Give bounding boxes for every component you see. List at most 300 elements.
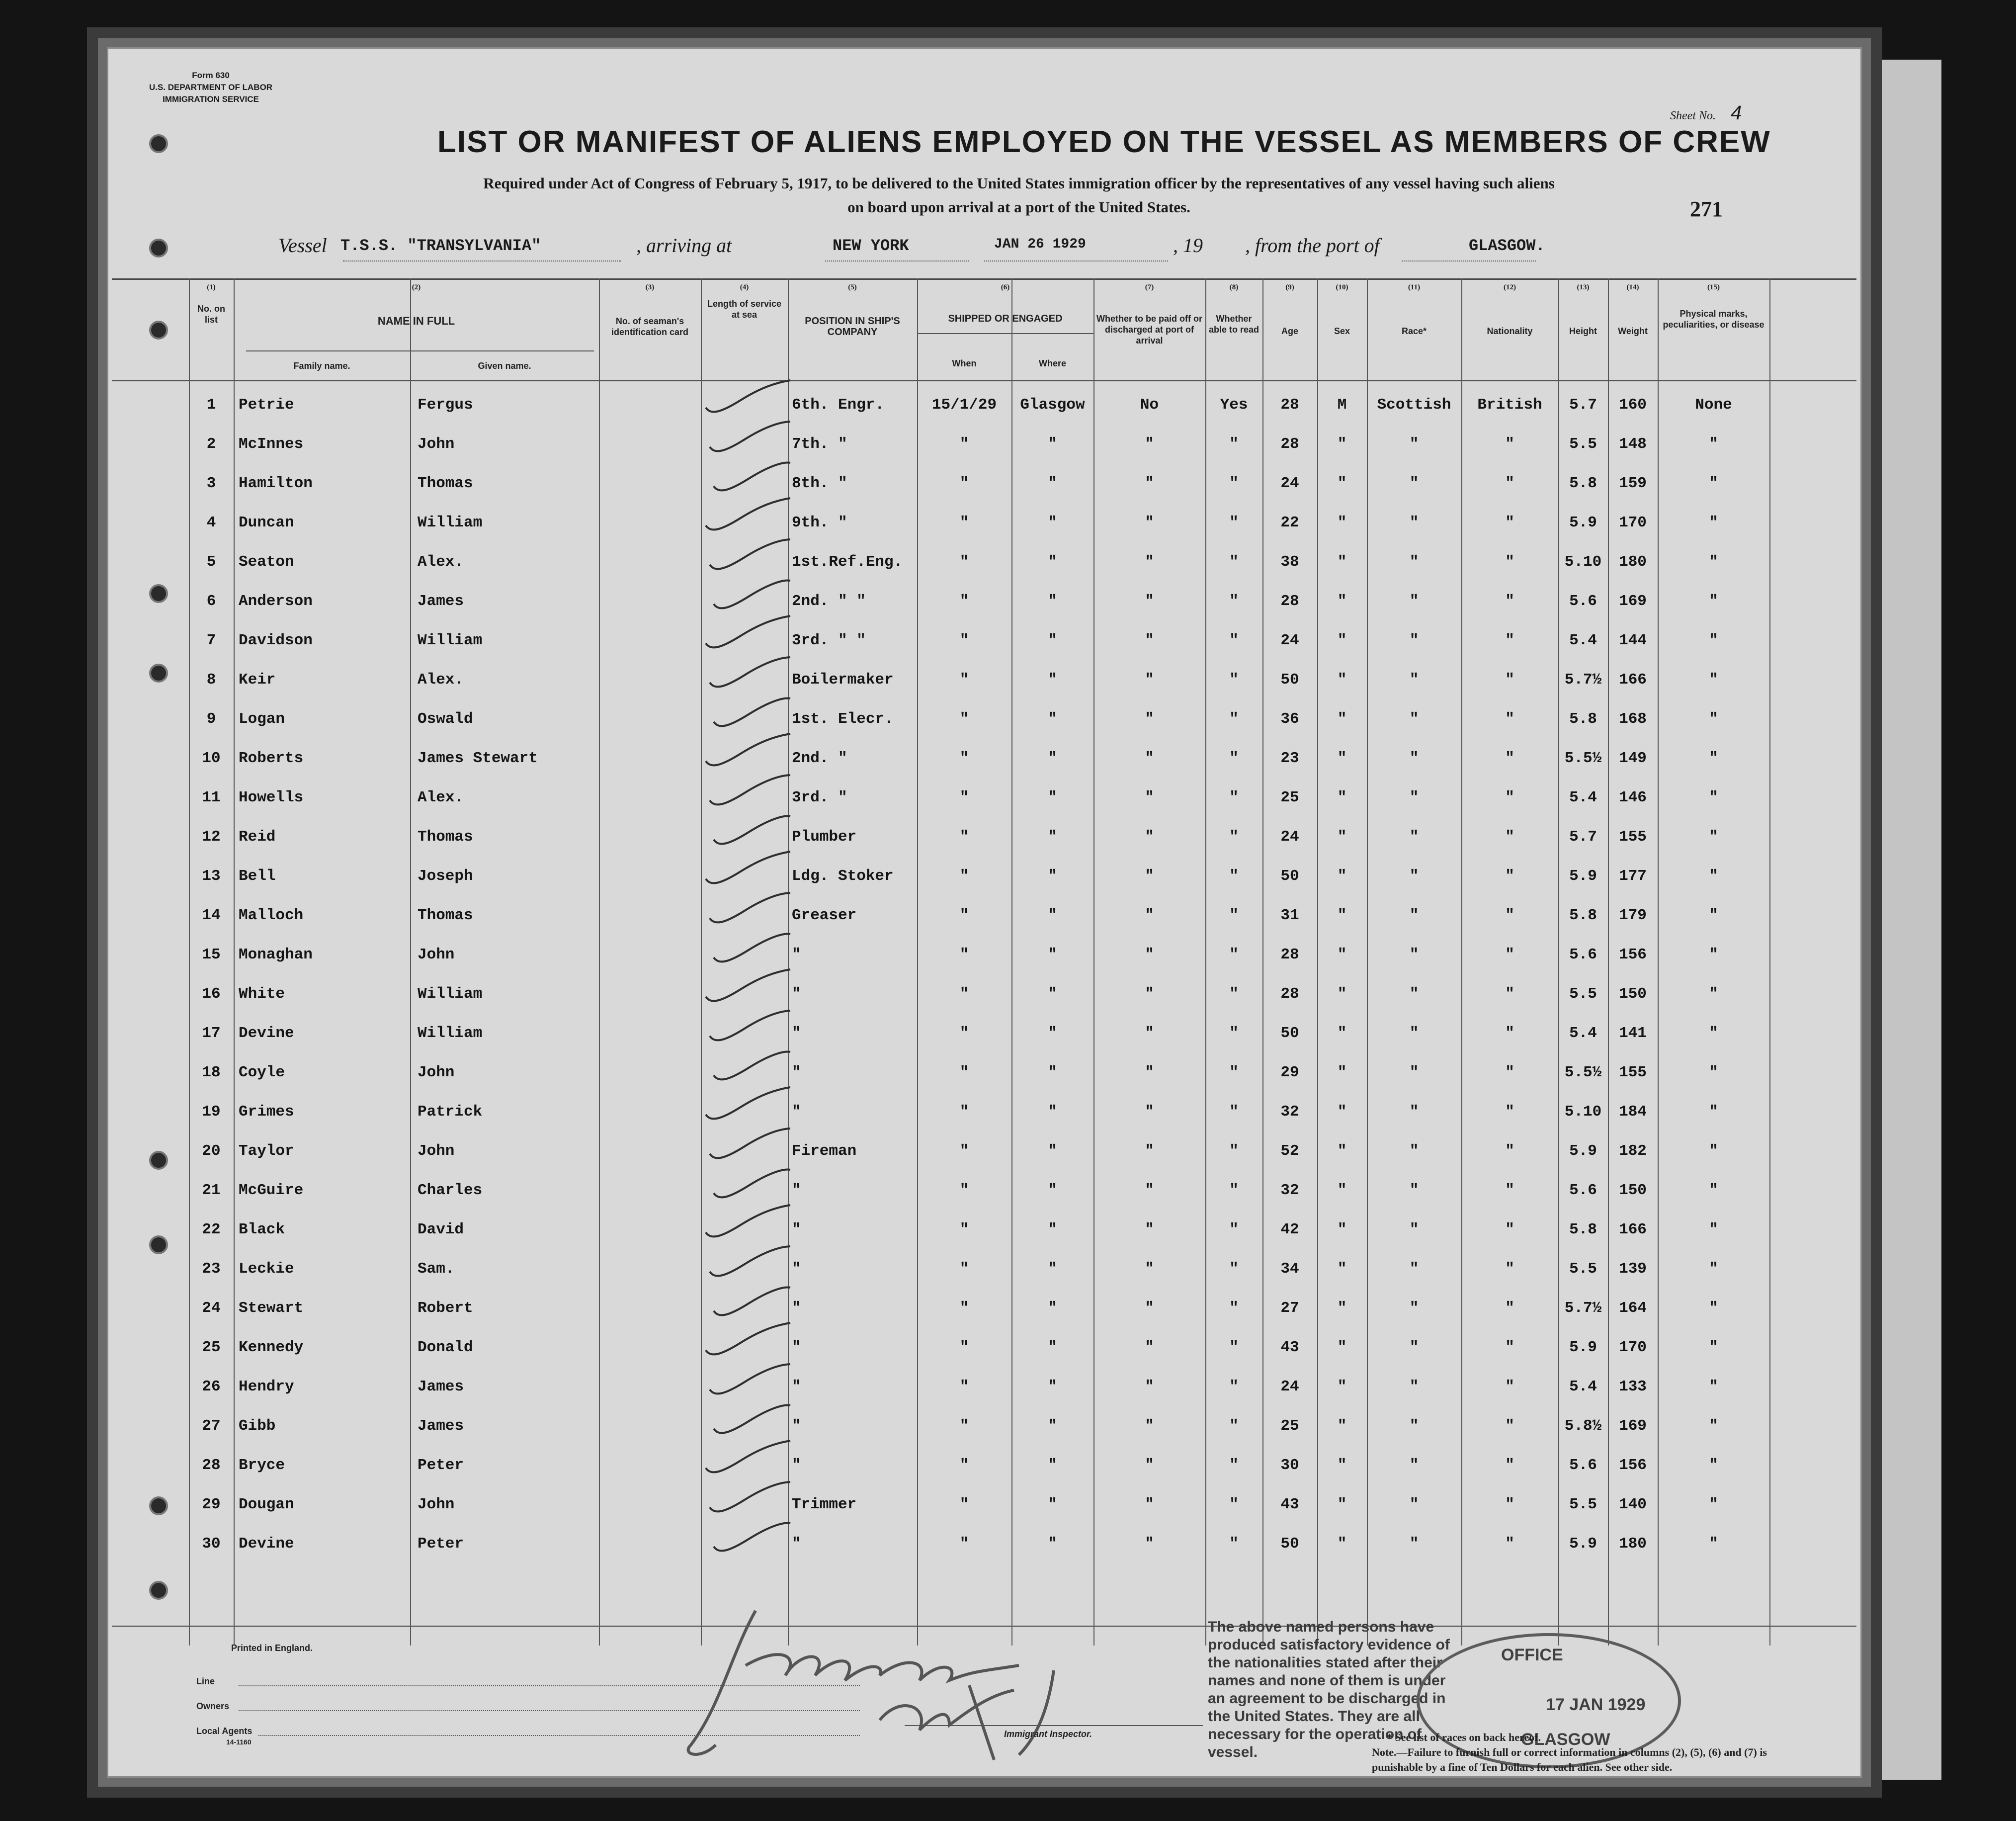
cell-sex: " [1337, 1496, 1347, 1513]
cell-sex: " [1337, 985, 1347, 1003]
arriving-port: NEW YORK [833, 237, 909, 255]
cell-family: Devine [239, 1535, 294, 1553]
col-num-15: (15) [1707, 283, 1720, 291]
cell-marks: " [1709, 907, 1718, 924]
table-row [112, 1092, 1856, 1131]
cell-marks: " [1709, 1535, 1718, 1553]
printed-in: Printed in England. [231, 1643, 313, 1653]
cell-marks: " [1709, 1064, 1718, 1081]
cell-marks: " [1709, 750, 1718, 767]
cell-age: 23 [1280, 750, 1299, 767]
cell-height: 5.7½ [1564, 671, 1602, 689]
cell-no: 18 [202, 1064, 221, 1081]
crew-table [112, 278, 1856, 1646]
cell-paid: " [1145, 553, 1154, 571]
cell-paid: " [1145, 1260, 1154, 1278]
cell-when: " [959, 710, 969, 728]
cell-paid: " [1145, 1378, 1154, 1395]
col-num-7: (7) [1145, 283, 1154, 291]
cell-weight: 180 [1619, 553, 1647, 571]
table-row [112, 1249, 1856, 1289]
cell-weight: 150 [1619, 1182, 1647, 1199]
cell-given: John [418, 1496, 455, 1513]
from-label: , from the port of [1245, 234, 1380, 257]
sheet-number [1670, 102, 1742, 124]
header-race: Race* [1401, 326, 1427, 336]
cell-given: John [418, 946, 455, 963]
header-when: When [952, 358, 977, 368]
cell-marks: " [1709, 946, 1718, 963]
cell-weight: 182 [1619, 1142, 1647, 1160]
cell-paid: " [1145, 828, 1154, 846]
table-row [112, 699, 1856, 739]
cell-height: 5.4 [1569, 632, 1597, 649]
cell-family: Coyle [239, 1064, 285, 1081]
cell-read: " [1229, 1025, 1239, 1042]
cell-nationality: " [1505, 1378, 1514, 1395]
cell-age: 27 [1280, 1300, 1299, 1317]
header-family-name: Family name. [293, 361, 350, 371]
cell-no: 3 [206, 475, 216, 492]
cell-where: " [1048, 1025, 1057, 1042]
service-tick-mark [696, 451, 795, 496]
header-shipped: SHIPPED OR ENGAGED [948, 313, 1063, 324]
cell-weight: 155 [1619, 1064, 1647, 1081]
cell-marks: " [1709, 1260, 1718, 1278]
service-tick-mark [696, 1315, 795, 1360]
cell-age: 50 [1280, 671, 1299, 689]
cell-weight: 164 [1619, 1300, 1647, 1317]
cell-where: " [1048, 671, 1057, 689]
cell-position: Plumber [792, 828, 857, 846]
service-tick-mark [696, 1198, 795, 1242]
cell-where: " [1048, 1182, 1057, 1199]
cell-where: " [1048, 1221, 1057, 1238]
cell-family: Howells [239, 789, 304, 806]
cell-family: Seaton [239, 553, 294, 571]
cell-sex: " [1337, 1457, 1347, 1474]
cell-given: Robert [418, 1300, 473, 1317]
cell-where: " [1048, 1496, 1057, 1513]
binder-hole [149, 134, 168, 153]
cell-race: " [1409, 1417, 1419, 1435]
service: IMMIGRATION SERVICE [163, 94, 259, 104]
cell-family: McInnes [239, 435, 304, 453]
cell-family: Black [239, 1221, 285, 1238]
table-row [112, 1367, 1856, 1406]
cell-race: " [1409, 514, 1419, 531]
cell-read: " [1229, 1496, 1239, 1513]
arriving-label: , arriving at [636, 234, 732, 257]
cell-weight: 149 [1619, 750, 1647, 767]
cell-marks: " [1709, 710, 1718, 728]
cell-age: 28 [1280, 435, 1299, 453]
cell-position: 2nd. " " [792, 593, 866, 610]
cell-sex: " [1337, 1339, 1347, 1356]
cell-position: " [792, 1260, 801, 1278]
cell-position: " [792, 1182, 801, 1199]
cell-race: " [1409, 789, 1419, 806]
cell-where: " [1048, 632, 1057, 649]
cell-nationality: " [1505, 1535, 1514, 1553]
cell-height: 5.7½ [1564, 1300, 1602, 1317]
cell-family: Anderson [239, 593, 313, 610]
cell-age: 50 [1280, 1535, 1299, 1553]
cell-nationality: " [1505, 828, 1514, 846]
local-agents-label: Local Agents [196, 1726, 252, 1736]
cell-read: " [1229, 867, 1239, 885]
cell-age: 24 [1280, 828, 1299, 846]
cell-read: " [1229, 1378, 1239, 1395]
cell-read: " [1229, 593, 1239, 610]
service-tick-mark [696, 962, 795, 1007]
table-row [112, 1524, 1856, 1563]
cell-read: " [1229, 1221, 1239, 1238]
cell-where: " [1048, 789, 1057, 806]
cell-position: " [792, 1417, 801, 1435]
cell-height: 5.6 [1569, 593, 1597, 610]
cell-sex: " [1337, 907, 1347, 924]
cell-sex: " [1337, 1417, 1347, 1435]
cell-paid: " [1145, 985, 1154, 1003]
cell-nationality: " [1505, 1417, 1514, 1435]
cell-race: " [1409, 553, 1419, 571]
header-physical-marks: Physical marks, peculiarities, or disease [1663, 309, 1764, 330]
table-row [112, 857, 1856, 896]
cell-position: 3rd. " [792, 789, 847, 806]
cell-weight: 140 [1619, 1496, 1647, 1513]
cell-marks: " [1709, 1457, 1718, 1474]
cell-given: Donald [418, 1339, 473, 1356]
cell-weight: 141 [1619, 1025, 1647, 1042]
cell-read: Yes [1220, 396, 1248, 414]
cell-age: 50 [1280, 1025, 1299, 1042]
cell-marks: " [1709, 1142, 1718, 1160]
cell-when: " [959, 1457, 969, 1474]
cell-no: 12 [202, 828, 221, 846]
cell-age: 29 [1280, 1064, 1299, 1081]
cell-age: 50 [1280, 867, 1299, 885]
cell-age: 32 [1280, 1103, 1299, 1121]
cell-marks: " [1709, 1417, 1718, 1435]
cell-race: " [1409, 985, 1419, 1003]
cell-sex: " [1337, 1103, 1347, 1121]
cell-family: Gibb [239, 1417, 276, 1435]
form-number: Form 630 [192, 71, 230, 80]
cell-marks: " [1709, 1182, 1718, 1199]
table-row [112, 974, 1856, 1014]
cell-race: Scottish [1377, 396, 1451, 414]
header-name-in-full: NAME IN FULL [377, 315, 455, 327]
cell-paid: " [1145, 789, 1154, 806]
cell-paid: " [1145, 907, 1154, 924]
cell-marks: " [1709, 1025, 1718, 1042]
cell-sex: M [1337, 396, 1347, 414]
cell-read: " [1229, 475, 1239, 492]
cell-race: " [1409, 1142, 1419, 1160]
table-row [112, 817, 1856, 857]
cell-position: 1st.Ref.Eng. [792, 553, 903, 571]
cell-sex: " [1337, 553, 1347, 571]
cell-race: " [1409, 1457, 1419, 1474]
cell-race: " [1409, 946, 1419, 963]
cell-height: 5.4 [1569, 789, 1597, 806]
page-number: 271 [1690, 197, 1723, 221]
cell-marks: " [1709, 1378, 1718, 1395]
service-tick-mark [696, 1158, 795, 1203]
cell-age: 24 [1280, 1378, 1299, 1395]
cell-position: " [792, 1064, 801, 1081]
cell-given: Oswald [418, 710, 473, 728]
cell-weight: 148 [1619, 435, 1647, 453]
cell-when: " [959, 514, 969, 531]
stamp-bottom: GLASGOW [1521, 1730, 1610, 1749]
col-num-12: (12) [1504, 283, 1516, 291]
cell-height: 5.5½ [1564, 750, 1602, 767]
service-tick-mark [696, 412, 795, 457]
footnote-note: Note.—Failure to furnish full or correct information in columns (2), (5), (6) and (7) is punishable by a fine of Ten Dollars for each alien. See other side. [1372, 1746, 1767, 1773]
cell-height: 5.5 [1569, 1260, 1597, 1278]
cell-race: " [1409, 1300, 1419, 1317]
footnote-star: * See list of races on back hereof. [1387, 1731, 1541, 1743]
cell-age: 30 [1280, 1457, 1299, 1474]
cell-height: 5.5 [1569, 1496, 1597, 1513]
cell-marks: " [1709, 1221, 1718, 1238]
table-row [112, 1328, 1856, 1367]
cell-race: " [1409, 671, 1419, 689]
cell-position: " [792, 1339, 801, 1356]
cell-position: 8th. " [792, 475, 847, 492]
cell-read: " [1229, 671, 1239, 689]
cell-read: " [1229, 985, 1239, 1003]
cell-paid: " [1145, 593, 1154, 610]
cell-nationality: " [1505, 632, 1514, 649]
cell-height: 5.8 [1569, 1221, 1597, 1238]
col-num-10: (10) [1336, 283, 1348, 291]
cell-given: Thomas [418, 828, 473, 846]
cell-paid: " [1145, 1300, 1154, 1317]
cell-position: 3rd. " " [792, 632, 866, 649]
cell-nationality: " [1505, 435, 1514, 453]
cell-nationality: " [1505, 1221, 1514, 1238]
cell-no: 24 [202, 1300, 221, 1317]
cell-weight: 133 [1619, 1378, 1647, 1395]
cell-when: " [959, 1535, 969, 1553]
cell-family: Reid [239, 828, 276, 846]
cell-no: 14 [202, 907, 221, 924]
table-row [112, 542, 1856, 582]
cell-nationality: " [1505, 514, 1514, 531]
cell-read: " [1229, 553, 1239, 571]
cell-marks: " [1709, 671, 1718, 689]
cell-given: Peter [418, 1457, 464, 1474]
cell-race: " [1409, 1378, 1419, 1395]
cell-read: " [1229, 1457, 1239, 1474]
cell-family: Devine [239, 1025, 294, 1042]
cell-race: " [1409, 1064, 1419, 1081]
cell-race: " [1409, 1496, 1419, 1513]
cell-where: " [1048, 907, 1057, 924]
cell-marks: " [1709, 632, 1718, 649]
cell-nationality: " [1505, 1064, 1514, 1081]
cell-paid: " [1145, 710, 1154, 728]
header-able-read: Whether able to read [1208, 314, 1260, 335]
service-tick-mark [696, 805, 795, 850]
cell-given: Peter [418, 1535, 464, 1553]
cell-nationality: " [1505, 593, 1514, 610]
cell-marks: " [1709, 985, 1718, 1003]
col-num-4: (4) [740, 283, 749, 291]
cell-given: William [418, 514, 483, 531]
cell-given: William [418, 985, 483, 1003]
cell-paid: " [1145, 1182, 1154, 1199]
cell-no: 20 [202, 1142, 221, 1160]
header-sex: Sex [1334, 326, 1350, 336]
cell-paid: " [1145, 1221, 1154, 1238]
header-position: POSITION IN SHIP'S COMPANY [805, 316, 900, 338]
cell-where: " [1048, 1142, 1057, 1160]
cell-weight: 160 [1619, 396, 1647, 414]
cell-family: Stewart [239, 1300, 304, 1317]
header-given-name: Given name. [478, 361, 531, 371]
cell-paid: " [1145, 1339, 1154, 1356]
form-header [149, 70, 272, 105]
cell-where: " [1048, 1417, 1057, 1435]
col-num-6: (6) [1001, 283, 1010, 291]
service-tick-mark [696, 608, 795, 653]
cell-given: Sam. [418, 1260, 455, 1278]
cell-no: 1 [206, 396, 216, 414]
cell-nationality: " [1505, 475, 1514, 492]
cell-nationality: " [1505, 1457, 1514, 1474]
cell-no: 9 [206, 710, 216, 728]
cell-age: 22 [1280, 514, 1299, 531]
cell-weight: 169 [1619, 1417, 1647, 1435]
cell-no: 4 [206, 514, 216, 531]
cell-height: 5.5½ [1564, 1064, 1602, 1081]
cell-paid: " [1145, 1064, 1154, 1081]
cell-nationality: " [1505, 907, 1514, 924]
cell-given: James Stewart [418, 750, 538, 767]
cell-weight: 159 [1619, 475, 1647, 492]
cell-marks: " [1709, 789, 1718, 806]
cell-age: 28 [1280, 946, 1299, 963]
cell-where: " [1048, 946, 1057, 963]
cell-marks: " [1709, 514, 1718, 531]
cell-position: 7th. " [792, 435, 847, 453]
cell-sex: " [1337, 1300, 1347, 1317]
table-row [112, 1053, 1856, 1092]
cell-marks: " [1709, 828, 1718, 846]
cell-when: " [959, 985, 969, 1003]
cell-where: " [1048, 828, 1057, 846]
cell-height: 5.9 [1569, 1339, 1597, 1356]
cell-family: Monaghan [239, 946, 313, 963]
cell-position: " [792, 1221, 801, 1238]
cell-when: " [959, 1182, 969, 1199]
cell-no: 19 [202, 1103, 221, 1121]
cell-family: Leckie [239, 1260, 294, 1278]
cell-family: Grimes [239, 1103, 294, 1121]
col-num-14: (14) [1626, 283, 1639, 291]
cell-race: " [1409, 1182, 1419, 1199]
cell-race: " [1409, 907, 1419, 924]
cell-when: " [959, 1142, 969, 1160]
cell-nationality: " [1505, 1103, 1514, 1121]
cell-no: 13 [202, 867, 221, 885]
cell-no: 23 [202, 1260, 221, 1278]
cell-paid: " [1145, 1535, 1154, 1553]
cell-where: " [1048, 593, 1057, 610]
cell-when: " [959, 1064, 969, 1081]
cell-read: " [1229, 1064, 1239, 1081]
cell-family: Taylor [239, 1142, 294, 1160]
cell-where: " [1048, 1064, 1057, 1081]
cell-age: 32 [1280, 1182, 1299, 1199]
cell-height: 5.9 [1569, 1142, 1597, 1160]
cell-family: White [239, 985, 285, 1003]
cell-when: " [959, 1417, 969, 1435]
cell-age: 31 [1280, 907, 1299, 924]
cell-paid: " [1145, 1142, 1154, 1160]
service-tick-mark [696, 569, 795, 614]
cell-where: " [1048, 1378, 1057, 1395]
cell-position: 9th. " [792, 514, 847, 531]
cell-sex: " [1337, 593, 1347, 610]
cell-position: 6th. Engr. [792, 396, 885, 414]
cell-race: " [1409, 710, 1419, 728]
cell-given: Joseph [418, 867, 473, 885]
cell-sex: " [1337, 867, 1347, 885]
service-tick-mark [696, 687, 795, 732]
cell-given: James [418, 1417, 464, 1435]
cell-weight: 177 [1619, 867, 1647, 885]
cell-race: " [1409, 435, 1419, 453]
service-tick-mark [696, 1119, 795, 1164]
vessel-line [278, 234, 1571, 263]
service-tick-mark [696, 1237, 795, 1282]
cell-read: " [1229, 514, 1239, 531]
cell-position: " [792, 985, 801, 1003]
cell-height: 5.9 [1569, 514, 1597, 531]
cell-where: " [1048, 435, 1057, 453]
inspector-label: Immigrant Inspector. [1004, 1729, 1092, 1739]
cell-family: Duncan [239, 514, 294, 531]
cell-family: Hamilton [239, 475, 313, 492]
cell-family: Bell [239, 867, 276, 885]
cell-given: Thomas [418, 475, 473, 492]
cell-sex: " [1337, 1182, 1347, 1199]
cell-race: " [1409, 1221, 1419, 1238]
cell-age: 43 [1280, 1339, 1299, 1356]
cell-no: 26 [202, 1378, 221, 1395]
stamp-top: OFFICE [1501, 1646, 1563, 1664]
cell-nationality: " [1505, 1025, 1514, 1042]
cell-no: 10 [202, 750, 221, 767]
cell-weight: 170 [1619, 514, 1647, 531]
cell-no: 25 [202, 1339, 221, 1356]
table-row [112, 582, 1856, 621]
cell-read: " [1229, 1182, 1239, 1199]
cell-weight: 169 [1619, 593, 1647, 610]
cell-nationality: " [1505, 1339, 1514, 1356]
service-tick-mark [696, 1512, 795, 1557]
cell-age: 24 [1280, 632, 1299, 649]
table-row [112, 1446, 1856, 1485]
cell-family: Bryce [239, 1457, 285, 1474]
service-tick-mark [696, 1041, 795, 1085]
table-row [112, 464, 1856, 503]
